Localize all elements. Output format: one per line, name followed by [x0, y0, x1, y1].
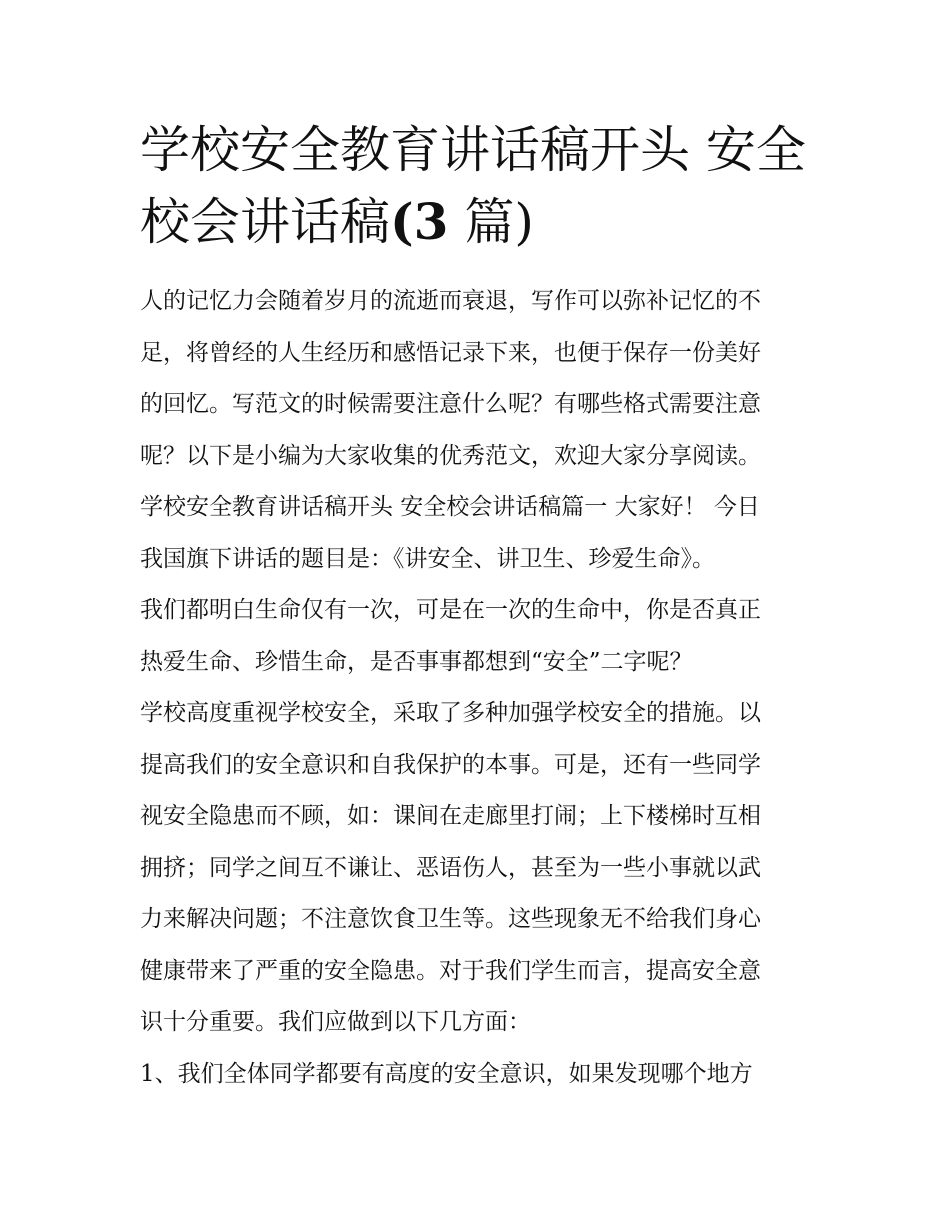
text-line: 学校高度重视学校安全，采取了多种加强学校安全的措施。以: [140, 700, 761, 726]
text-line: 识十分重要。我们应做到以下几方面：: [140, 1009, 531, 1035]
text-line: 人的记忆力会随着岁月的流逝而衰退，写作可以弥补记忆的不: [140, 288, 761, 314]
text-line: 1、我们全体同学都要有高度的安全意识，如果发现哪个地方: [140, 1060, 753, 1087]
text-line: 热爱生命、珍惜生命，是否事事都想到“安全”二字呢？: [140, 648, 693, 675]
text-line: 我国旗下讲话的题目是：《讲安全、讲卫生、珍爱生命》。: [140, 545, 715, 572]
text-line: 提高我们的安全意识和自我保护的本事。可是，还有一些同学: [140, 751, 761, 778]
text-line: 呢？以下是小编为大家收集的优秀范文，欢迎大家分享阅读。: [140, 442, 761, 469]
title-part-3: (3: [390, 192, 449, 251]
title-part-2: 校会讲话稿: [140, 193, 390, 251]
text-line: 视安全隐患而不顾，如：课间在走廊里打闹；上下楼梯时互相: [140, 803, 761, 829]
text-line: 我们都明白生命仅有一次，可是在一次的生命中，你是否真正: [140, 597, 761, 623]
title-part-1: 学校安全教育讲话稿开头 安全: [140, 121, 806, 179]
document-title: [140, 114, 820, 258]
title-part-4: 篇): [448, 193, 534, 251]
text-line: 健康带来了严重的安全隐患。对于我们学生而言，提高安全意: [140, 957, 761, 984]
text-line: 足，将曾经的人生经历和感悟记录下来，也便于保存一份美好: [140, 339, 761, 366]
document-body: [140, 276, 820, 1100]
text-line: 力来解决问题；不注意饮食卫生等。这些现象无不给我们身心: [140, 906, 761, 932]
text-line: 拥挤；同学之间互不谦让、恶语伤人，甚至为一些小事就以武: [140, 854, 761, 881]
text-line: 学校安全教育讲话稿开头 安全校会讲话稿篇一 大家好！ 今日: [140, 494, 760, 520]
text-line: 的回忆。写范文的时候需要注意什么呢？有哪些格式需要注意: [140, 391, 761, 417]
